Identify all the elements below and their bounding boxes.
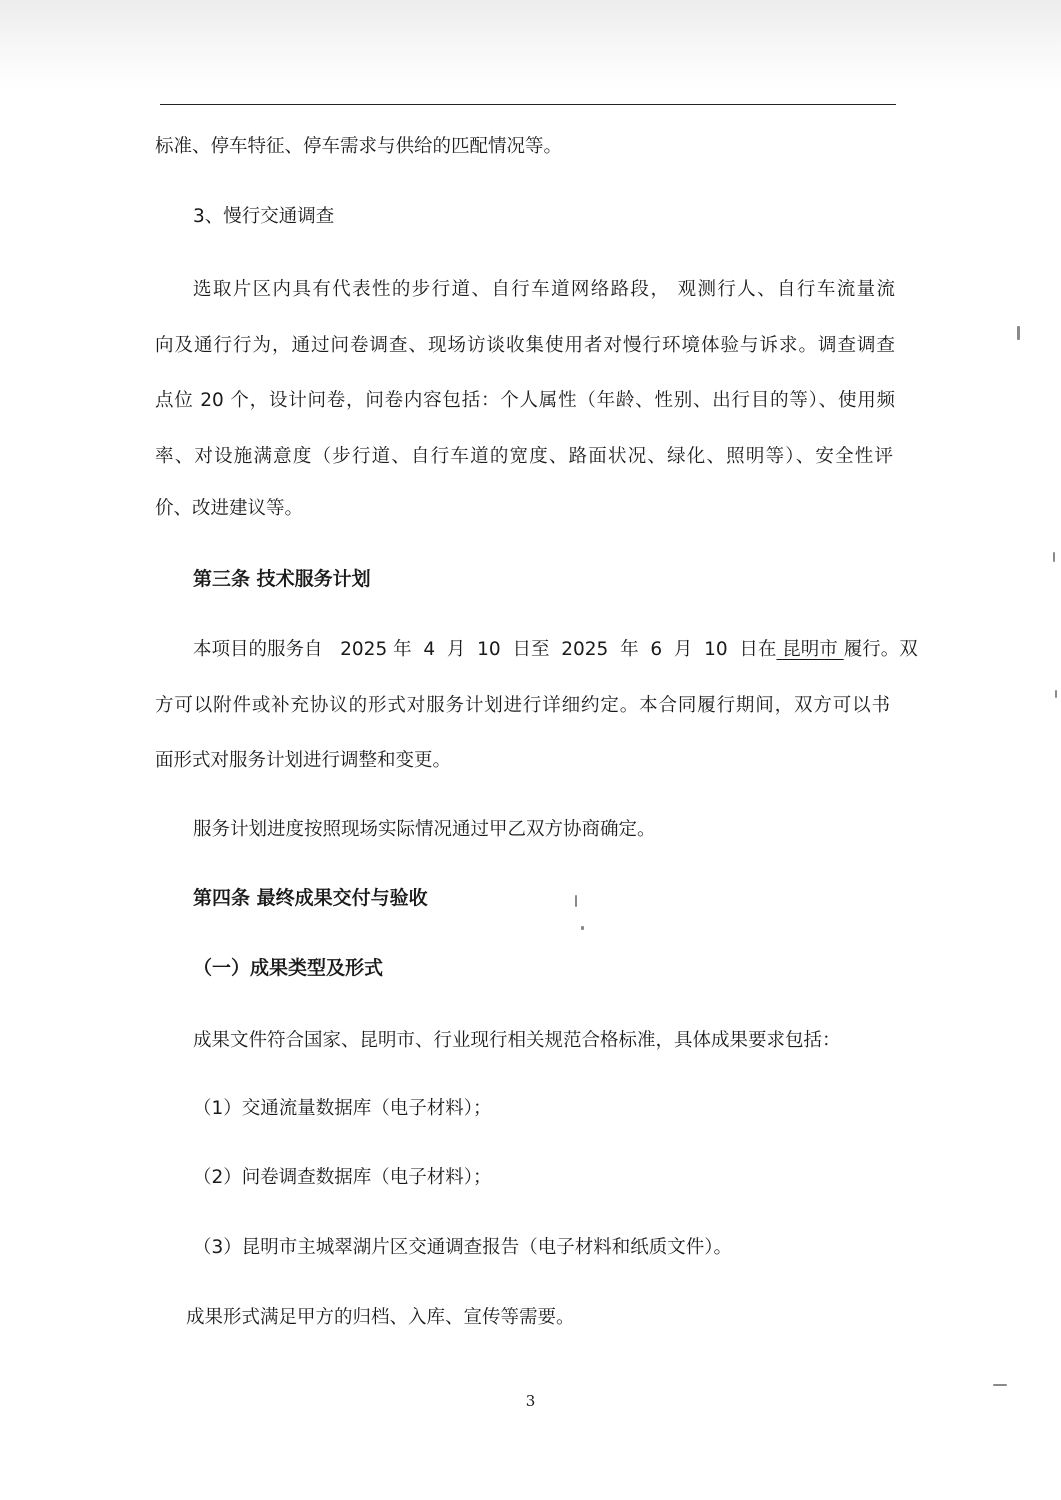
scan-speck bbox=[993, 1384, 1007, 1386]
scan-speck bbox=[575, 895, 577, 907]
list-item: （2）问卷调查数据库（电子材料）； bbox=[193, 1167, 492, 1188]
subsection-heading: （一）成果类型及形式 bbox=[193, 957, 384, 979]
service-location: 昆明市 bbox=[776, 639, 844, 660]
service-period-tail: 履行。双 bbox=[843, 639, 918, 660]
service-period-text: 本项目的服务自 2025 年 4 月 10 日至 2025 年 6 月 10 日在 bbox=[193, 639, 777, 660]
header-rule bbox=[160, 104, 896, 105]
paragraph-line: 率、对设施满意度（步行道、自行车道的宽度、路面状况、绿化、照明等）、安全性评 bbox=[155, 446, 893, 467]
paragraph-line: 选取片区内具有代表性的步行道、自行车道网络路段， 观测行人、自行车流量流 bbox=[193, 279, 895, 300]
scan-shadow bbox=[0, 0, 1061, 90]
paragraph-line: 价、改进建议等。 bbox=[155, 498, 304, 519]
list-item: （3）昆明市主城翠湖片区交通调查报告（电子材料和纸质文件）。 bbox=[193, 1237, 733, 1258]
paragraph-line: 成果形式满足甲方的归档、入库、宣传等需要。 bbox=[186, 1307, 575, 1328]
section-heading: 3、慢行交通调查 bbox=[193, 206, 335, 227]
paragraph-line: 点位 20 个，设计问卷，问卷内容包括：个人属性（年龄、性别、出行目的等）、使用频 bbox=[155, 390, 895, 411]
list-item: （1）交通流量数据库（电子材料）； bbox=[193, 1098, 492, 1119]
paragraph-line: 成果文件符合国家、昆明市、行业现行相关规范合格标准，具体成果要求包括： bbox=[193, 1030, 841, 1051]
paragraph-line: 方可以附件或补充协议的形式对服务计划进行详细约定。本合同履行期间，双方可以书 bbox=[155, 695, 890, 716]
article-3-heading: 第三条 技术服务计划 bbox=[193, 568, 371, 590]
paragraph-line: 服务计划进度按照现场实际情况通过甲乙双方协商确定。 bbox=[193, 819, 656, 840]
scan-speck bbox=[1017, 326, 1020, 340]
article-4-heading: 第四条 最终成果交付与验收 bbox=[193, 887, 428, 909]
page-number: 3 bbox=[525, 1392, 536, 1410]
scan-speck bbox=[1053, 552, 1055, 562]
scan-speck bbox=[1055, 690, 1057, 698]
scan-speck bbox=[581, 926, 584, 930]
paragraph-line bbox=[193, 638, 918, 662]
paragraph-line: 面形式对服务计划进行调整和变更。 bbox=[155, 750, 452, 771]
paragraph-line: 向及通行行为，通过问卷调查、现场访谈收集使用者对慢行环境体验与诉求。调查调查 bbox=[155, 335, 895, 356]
paragraph-line: 标准、停车特征、停车需求与供给的匹配情况等。 bbox=[155, 136, 563, 157]
